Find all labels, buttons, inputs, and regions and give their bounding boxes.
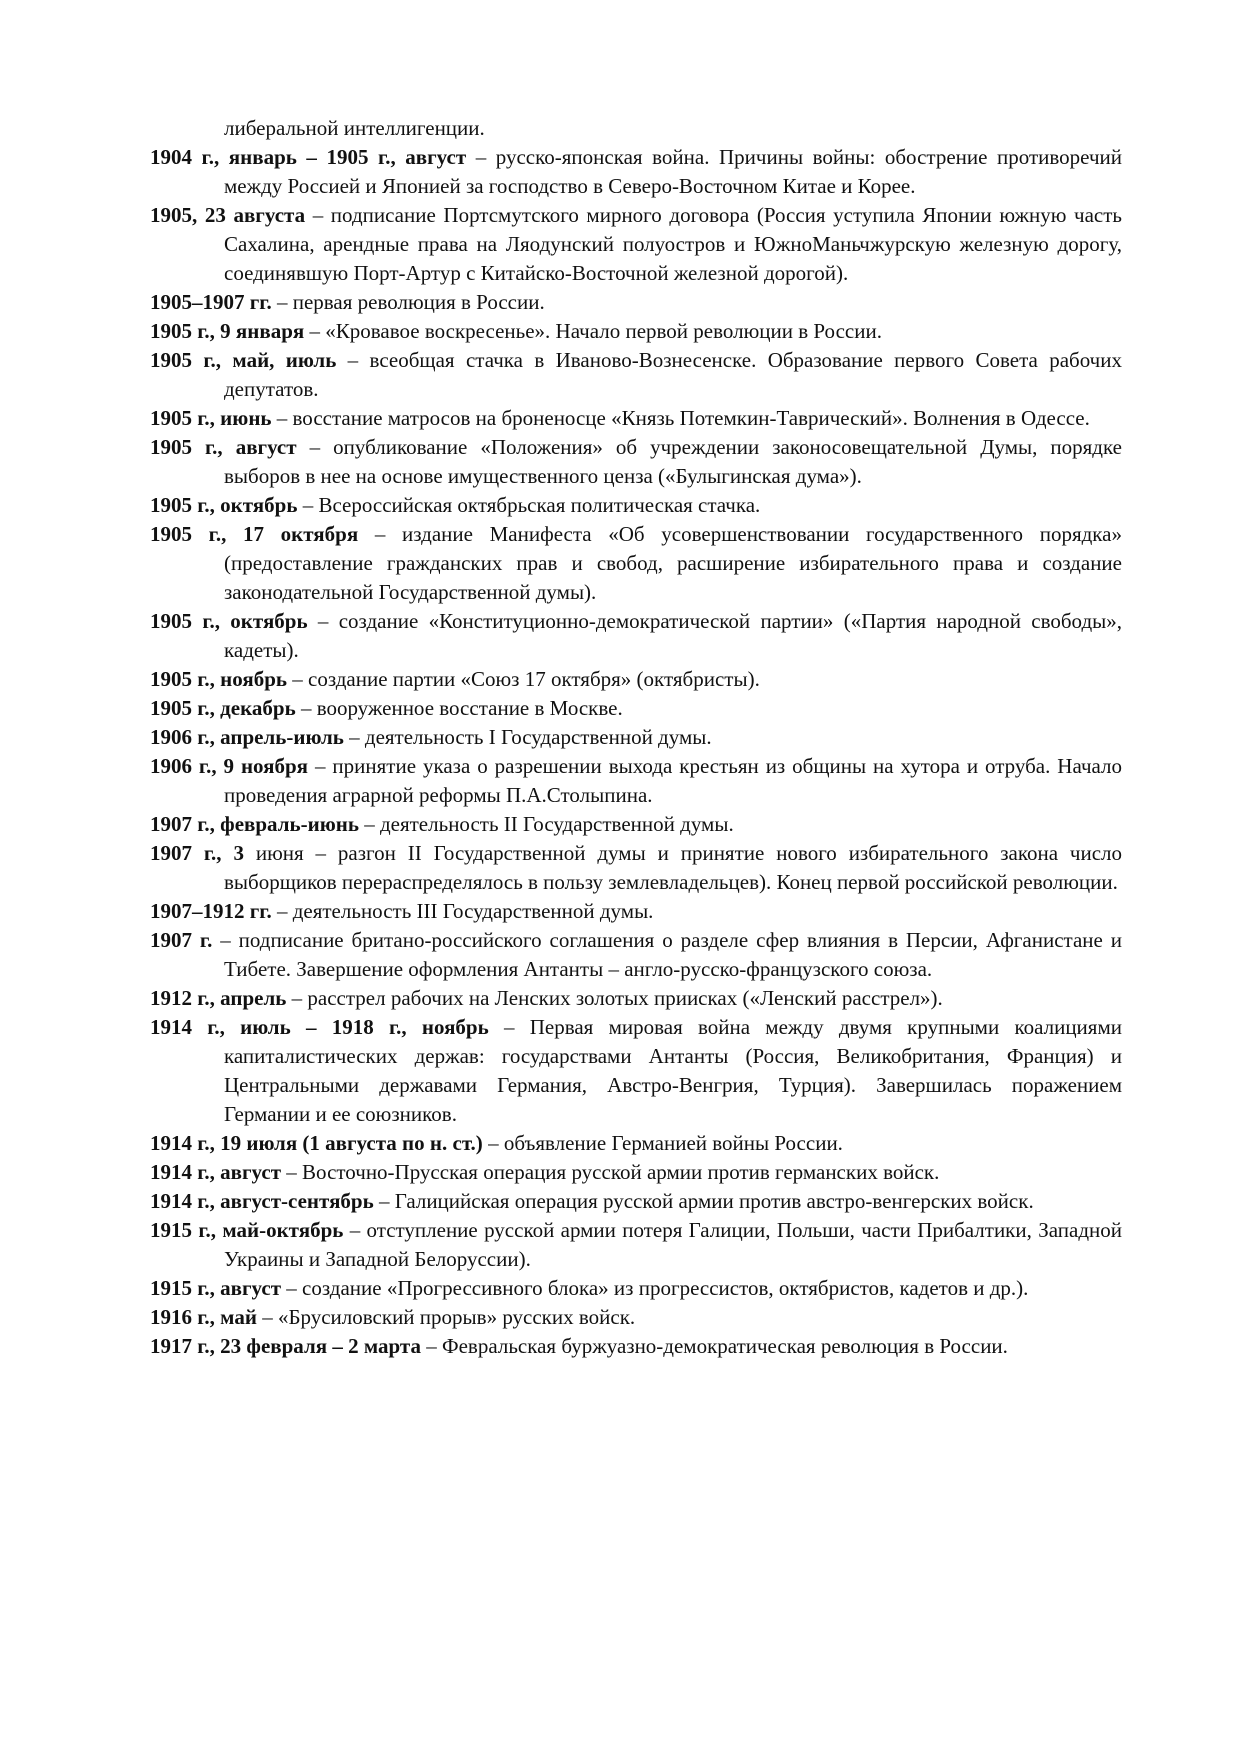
entry-text: – Галицийская операция русской армии против австро-венгерских войск. (373, 1189, 1034, 1213)
entry-text: – Восточно-Прусская операция русской армии против германских войск. (281, 1160, 940, 1184)
entry-text: – создание партии «Союз 17 октября» (октябристы). (287, 667, 760, 691)
entry-date: 1915 г., август (150, 1276, 282, 1300)
entry-date: 1917 г., 23 февраля – 2 марта (150, 1334, 422, 1358)
entry-date: 1905 г., октябрь (150, 493, 298, 517)
entry-text: – объявление Германией войны России. (482, 1131, 843, 1155)
timeline-entry (150, 984, 1122, 1013)
timeline-entry (150, 752, 1122, 810)
entry-date: 1905 г., июнь (150, 406, 272, 430)
timeline-entry (150, 404, 1122, 433)
timeline-entry (150, 810, 1122, 839)
entry-date: 1907 г. (150, 928, 213, 952)
entry-date: 1914 г., август-сентябрь (150, 1189, 374, 1213)
entry-text: – восстание матросов на броненосце «Князь Потемкин-Таврический». Волнения в Одессе. (271, 406, 1090, 430)
entry-text: – всеобщая стачка в Иваново-Вознесенске. Образование первого Совета рабочих депутатов. (224, 348, 1122, 401)
entry-text: – деятельность I Государственной думы. (343, 725, 712, 749)
entry-text: – «Кровавое воскресенье». Начало первой революции в России. (304, 319, 882, 343)
timeline-entry (150, 143, 1122, 201)
timeline-entry (150, 201, 1122, 288)
entry-text: – принятие указа о разрешении выхода крестьян из общины на хутора и отруба. Начало проведения аграрной реформы П.А.Столыпина. (224, 754, 1122, 807)
timeline-entry (150, 491, 1122, 520)
timeline-entry (150, 839, 1122, 897)
timeline-entry (150, 723, 1122, 752)
entry-date: 1905, 23 августа (150, 203, 306, 227)
timeline-entry (150, 926, 1122, 984)
entry-text: – создание «Конституционно-демократической партии» («Партия народной свободы», кадеты). (224, 609, 1122, 662)
timeline-entry (150, 1332, 1122, 1361)
entry-text: – Всероссийская октябрьская политическая стачка. (297, 493, 761, 517)
entry-date: 1906 г., 9 ноября (150, 754, 309, 778)
entry-text: – подписание британо-российского соглашения о разделе сфер влияния в Персии, Афганистане и Тибете. Завершение оформления Антанты – англо-русско-французского союза. (212, 928, 1122, 981)
entry-date: 1915 г., май-октябрь (150, 1218, 344, 1242)
timeline-entry (150, 433, 1122, 491)
entry-text: – первая революция в России. (271, 290, 545, 314)
timeline-entry (150, 346, 1122, 404)
lead-text: либеральной интеллигенции. (224, 116, 485, 140)
timeline-entry (150, 1216, 1122, 1274)
timeline-entry (150, 520, 1122, 607)
entry-date: 1905 г., октябрь (150, 609, 308, 633)
entry-date: 1905 г., август (150, 435, 297, 459)
entry-text: – деятельность II Государственной думы. (358, 812, 734, 836)
entry-text: – подписание Портсмутского мирного договора (Россия уступила Японии южную часть Сахалина, арендные права на Ляодунский полуостров и ЮжноМаньчжурскую железную дорогу, соединявшую Порт-Артур с Китайско-Восточной железной дорогой). (224, 203, 1123, 285)
entry-text: – «Брусиловский прорыв» русских войск. (256, 1305, 636, 1329)
entry-date: 1914 г., август (150, 1160, 282, 1184)
timeline-entry (150, 1274, 1122, 1303)
entry-text: – Первая мировая война между двумя крупными коалициями капиталистических держав: государствами Антанты (Россия, Великобритания, Франция) и Центральными державами Германия, Австро-Венгрия, Турция). Завершилась поражением Германии и ее союзников. (224, 1015, 1122, 1126)
entry-text: – русско-японская война. Причины войны: обострение противоречий между Россией и Японией за господство в Северо-Восточном Китае и Корее. (224, 145, 1122, 198)
entry-date: 1907 г., 3 (150, 841, 244, 865)
entry-text: – расстрел рабочих на Ленских золотых приисках («Ленский расстрел»). (286, 986, 943, 1010)
entry-text: – создание «Прогрессивного блока» из прогрессистов, октябристов, кадетов и др.). (281, 1276, 1029, 1300)
entry-text: – отступление русской армии потеря Галиции, Польши, части Прибалтики, Западной Украины и Западной Белоруссии). (224, 1218, 1122, 1271)
entry-date: 1907–1912 гг. (150, 899, 272, 923)
entry-date: 1904 г., январь – 1905 г., август (150, 145, 467, 169)
entry-text: – деятельность III Государственной думы. (271, 899, 654, 923)
entry-text: – вооруженное восстание в Москве. (295, 696, 623, 720)
entry-date: 1905 г., ноябрь (150, 667, 288, 691)
entry-date: 1907 г., февраль-июнь (150, 812, 359, 836)
entry-text: – опубликование «Положения» об учреждении законосовещательной Думы, порядке выборов в нее на основе имущественного ценза («Булыгинская дума»). (224, 435, 1122, 488)
timeline-list (150, 143, 1122, 1361)
timeline-entry (150, 1129, 1122, 1158)
entry-date: 1905 г., май, июль (150, 348, 337, 372)
entry-date: 1905 г., 9 января (150, 319, 305, 343)
timeline-entry (150, 1158, 1122, 1187)
entry-date: 1905–1907 гг. (150, 290, 272, 314)
entry-date: 1916 г., май (150, 1305, 257, 1329)
timeline-entry (150, 1303, 1122, 1332)
timeline-entry (150, 665, 1122, 694)
entry-date: 1914 г., июль – 1918 г., ноябрь (150, 1015, 489, 1039)
entry-text: – Февральская буржуазно-демократическая революция в России. (421, 1334, 1008, 1358)
timeline-entry (150, 607, 1122, 665)
timeline-entry (150, 1187, 1122, 1216)
entry-date: 1905 г., декабрь (150, 696, 296, 720)
timeline-entry (150, 1013, 1122, 1129)
timeline-entry (150, 317, 1122, 346)
entry-date: 1912 г., апрель (150, 986, 287, 1010)
entry-text: – издание Манифеста «Об усовершенствовании государственного порядка» (предоставление гражданских прав и свобод, расширение избирательного права и создание законодательной Государственной думы). (224, 522, 1122, 604)
document-page (150, 114, 1122, 1361)
timeline-entry (150, 897, 1122, 926)
entry-text: июня – разгон II Государственной думы и принятие нового избирательного закона число выборщиков перераспределялось в пользу землевладельцев). Конец первой российской революции. (224, 841, 1122, 894)
entry-date: 1914 г., 19 июля (1 августа по н. ст.) (150, 1131, 483, 1155)
entry-date: 1905 г., 17 октября (150, 522, 359, 546)
timeline-entry (150, 288, 1122, 317)
entry-date: 1906 г., апрель-июль (150, 725, 344, 749)
timeline-entry (150, 694, 1122, 723)
